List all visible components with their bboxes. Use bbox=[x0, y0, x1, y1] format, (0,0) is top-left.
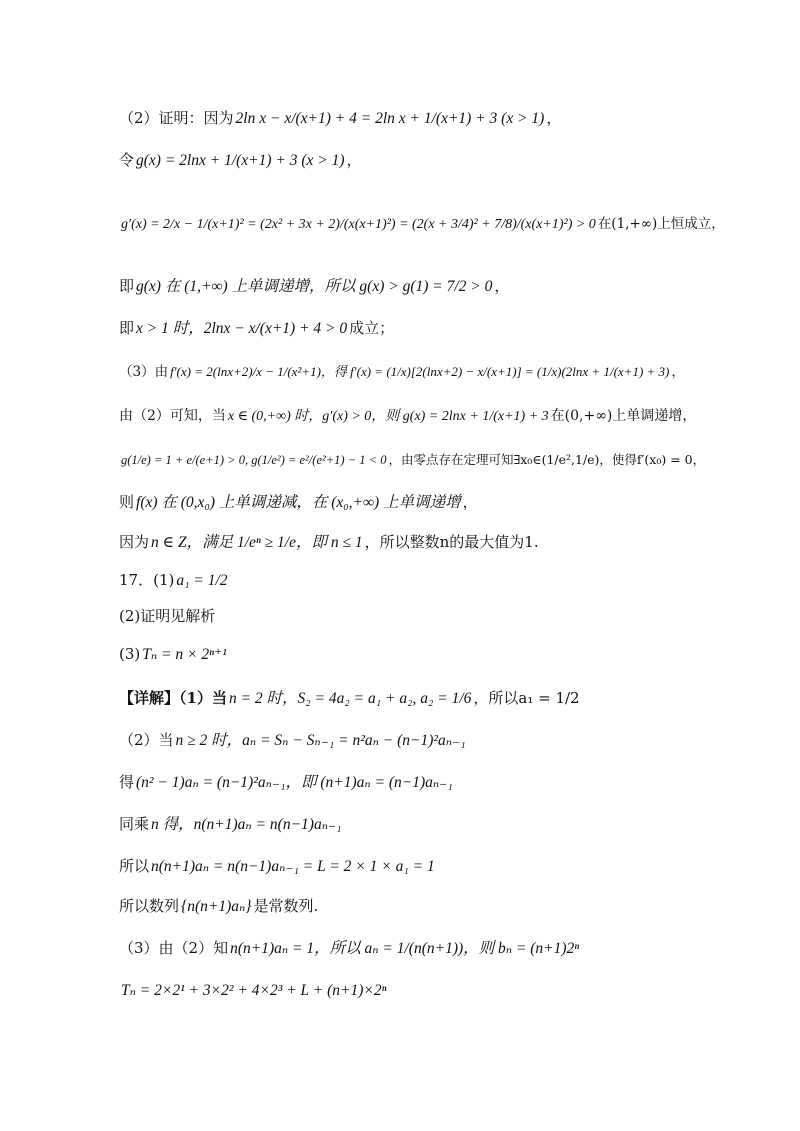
line-recurrence bbox=[119, 772, 455, 793]
line-math: (n² − 1)aₙ = (n−1)²aₙ₋₁，即 (n+1)aₙ = (n−1)aₙ₋₁ bbox=[136, 774, 453, 791]
line-detail-3 bbox=[119, 938, 581, 959]
line-math: g(1/e) = 1 + e/(e+1) > 0, g(1/e²) = e²/(e²+1) − 1 < 0 bbox=[121, 453, 387, 467]
line-math: n = 2 时，S₂ = 4a₂ = a₁ + a₂, a₂ = 1/6 bbox=[228, 690, 472, 707]
line-tail: ， bbox=[546, 109, 562, 127]
line-define-g bbox=[119, 150, 362, 171]
line-q17-answer-1 bbox=[119, 570, 230, 591]
line-telescoping bbox=[119, 856, 437, 877]
line-math: f(x) 在 (0,x₀) 上单调递减，在 (x₀,+∞) 上单调递增 bbox=[136, 494, 461, 511]
line-text: 因为 bbox=[119, 533, 150, 551]
line-text: （3）由 bbox=[119, 364, 169, 380]
line-text: 【详解】（1）当 bbox=[119, 689, 227, 707]
line-math: n ≥ 2 时，aₙ = Sₙ − Sₙ₋₁ = n²aₙ − (n−1)²aₙ₋₁ bbox=[175, 732, 466, 749]
line-detail-1 bbox=[119, 688, 580, 709]
line-text: 得 bbox=[119, 773, 135, 791]
line-text: 所以数列 bbox=[119, 897, 180, 915]
line-text: 由（2）可知，当 bbox=[119, 408, 226, 424]
line-q17-answer-3 bbox=[119, 644, 229, 665]
line-math: x ∈ (0,+∞) 时，g′(x) > 0，则 g(x) = 2lnx + 1/(x+1) + 3 bbox=[227, 409, 549, 424]
line-detail-2 bbox=[119, 730, 468, 751]
line-tail: 在(0,+∞)上单调递增， bbox=[550, 408, 697, 424]
line-max-integer bbox=[119, 532, 539, 553]
line-math: 2ln x − x/(x+1) + 4 = 2ln x + 1/(x+1) + 3 (x > 1) bbox=[235, 110, 545, 127]
line-multiply-n bbox=[119, 814, 344, 835]
line-text: 17．(1) bbox=[119, 571, 175, 589]
line-math: n ∈ Z，满足 1/eⁿ ≥ 1/e，即 n ≤ 1 bbox=[151, 534, 363, 551]
line-text: 所以 bbox=[119, 857, 150, 875]
line-math: Tₙ = 2×2¹ + 3×2² + 4×2³ + L + (n+1)×2ⁿ bbox=[121, 982, 387, 999]
line-tail: ， bbox=[671, 364, 685, 380]
line-math: Tₙ = n × 2ⁿ⁺¹ bbox=[142, 646, 227, 663]
line-text: 则 bbox=[119, 493, 135, 511]
line-math: g(x) 在 (1,+∞) 上单调递增，所以 g(x) > g(1) = 7/2 > 0 bbox=[136, 278, 493, 295]
line-constant-sequence bbox=[119, 896, 318, 917]
line-math: x > 1 时，2lnx − x/(x+1) + 4 > 0 bbox=[136, 320, 348, 337]
line-text: 令 bbox=[119, 151, 135, 169]
line-proof-2 bbox=[119, 108, 561, 129]
line-g-increasing bbox=[119, 276, 509, 297]
line-tail: ，所以a₁ = 1/2 bbox=[473, 689, 580, 707]
line-tail: 成立； bbox=[349, 319, 395, 337]
line-from-part-2 bbox=[119, 406, 696, 427]
line-text: 同乘 bbox=[119, 815, 150, 833]
line-q17-answer-2 bbox=[119, 606, 219, 627]
line-zero-point bbox=[119, 450, 705, 470]
line-tail: 是常数列. bbox=[253, 897, 319, 915]
line-math: n(n+1)aₙ = n(n−1)aₙ₋₁ = L = 2 × 1 × a₁ = 1 bbox=[151, 858, 435, 875]
line-math: n(n+1)aₙ = 1，所以 aₙ = 1/(n(n+1))，则 bₙ = (n+1)2ⁿ bbox=[230, 940, 580, 957]
line-tail: ， bbox=[494, 277, 510, 295]
line-text: (2)证明见解析 bbox=[119, 607, 216, 625]
line-text: （2）证明：因为 bbox=[119, 109, 234, 127]
line-tail: ，由零点存在定理可知∃x₀∈(1/e²,1/e)，使得f′(x₀) = 0， bbox=[388, 452, 706, 467]
line-tail: ， bbox=[346, 151, 362, 169]
line-math: a₁ = 1/2 bbox=[176, 572, 228, 589]
line-text: （3）由（2）知 bbox=[119, 939, 229, 957]
line-math: g′(x) = 2/x − 1/(x+1)² = (2x² + 3x + 2)/(x(x+1)²) = (2(x + 3/4)² + 7/8)/(x(x+1)²) > 0 bbox=[121, 217, 596, 232]
line-text: （2）当 bbox=[119, 731, 174, 749]
line-tail: 在(1,+∞)上恒成立， bbox=[597, 216, 725, 232]
line-g-derivative bbox=[119, 214, 725, 235]
line-math: n 得，n(n+1)aₙ = n(n−1)aₙ₋₁ bbox=[151, 816, 342, 833]
line-inequality-holds bbox=[119, 318, 394, 339]
line-text: 即 bbox=[119, 319, 135, 337]
line-tail: ， bbox=[462, 493, 478, 511]
line-tail: ，所以整数n的最大值为1. bbox=[364, 533, 539, 551]
line-text: (3) bbox=[119, 645, 141, 663]
line-math: {n(n+1)aₙ} bbox=[181, 898, 252, 915]
line-part-3-derivative bbox=[119, 362, 685, 382]
line-text: 即 bbox=[119, 277, 135, 295]
line-sum-tn bbox=[119, 980, 388, 1001]
line-monotonic bbox=[119, 492, 478, 513]
line-math: f′(x) = 2(lnx+2)/x − 1/(x²+1)，得 f′(x) = (1/x)[2(lnx+2) − x/(x+1)] = (1/x)(2lnx + 1/(x+1) + 3) bbox=[170, 364, 670, 379]
line-math: g(x) = 2lnx + 1/(x+1) + 3 (x > 1) bbox=[136, 152, 345, 169]
